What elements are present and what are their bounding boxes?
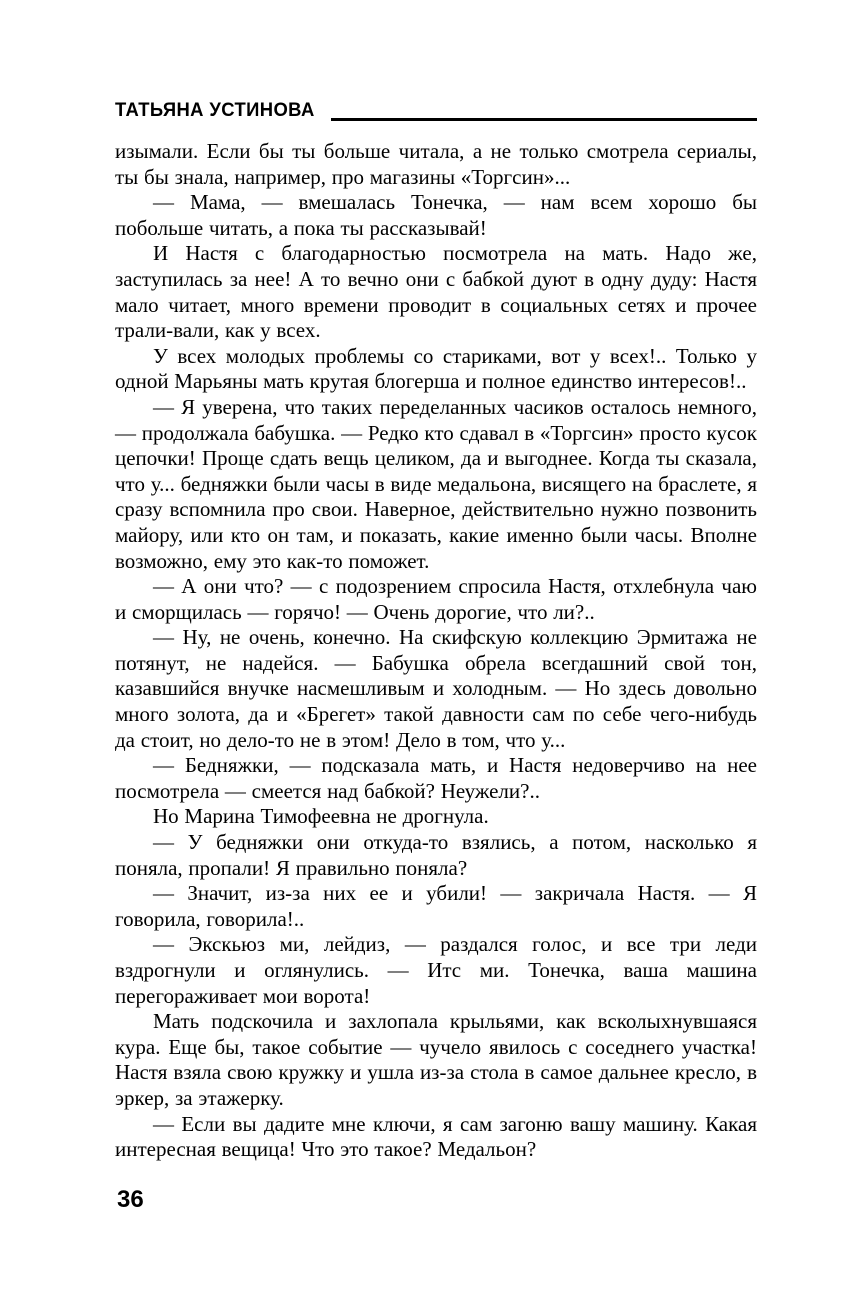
paragraph: И Настя с благодарностью посмотрела на мать. Надо же, заступилась за нее! А то вечно они с бабкой дуют в одну дуду: Настя мало читает, много времени проводит в социальных сетях и прочее трали-вали, как у всех.: [115, 241, 757, 343]
paragraph: — Ну, не очень, конечно. На скифскую коллекцию Эрмитажа не потянут, не надейся. — Бабушка обрела всегдашний свой тон, казавшийся внучке насмешливым и холодным. — Но здесь довольно много золота, да и «Брегет» такой давности сам по себе чего-нибудь да стоит, но дело-то не в этом! Дело в том, что у...: [115, 625, 757, 752]
body-text: [115, 139, 757, 1163]
paragraph: — А они что? — с подозрением спросила Настя, отхлебнула чаю и сморщилась — горячо! — Очень дорогие, что ли?..: [115, 574, 757, 624]
paragraph: — Мама, — вмешалась Тонечка, — нам всем хорошо бы побольше читать, а пока ты рассказывай!: [115, 190, 757, 240]
paragraph: изымали. Если бы ты больше читала, а не только смотрела сериалы, ты бы знала, например, про магазины «Торгсин»...: [115, 139, 757, 189]
paragraph: Но Марина Тимофеевна не дрогнула.: [153, 804, 489, 829]
paragraph: — Значит, из-за них ее и убили! — закричала Настя. — Я говорила, говорила!..: [115, 881, 757, 931]
page-content: [115, 100, 757, 1163]
header-rule: [331, 118, 757, 121]
paragraph: — Я уверена, что таких переделанных часиков осталось немного, — продолжала бабушка. — Редко кто сдавал в «Торгсин» просто кусок цепочки! Проще сдать вещь целиком, да и выгоднее. Когда ты сказала, что у... бедняжки были часы в виде медальона, висящего на браслете, я сразу вспомнила про свои. Наверное, действительно нужно позвонить майору, или кто он там, и показать, какие именно были часы. Вполне возможно, ему это как-то поможет.: [115, 394, 757, 573]
paragraph: Мать подскочила и захлопала крыльями, как всколыхнувшаяся кура. Еще бы, такое событие — чучело явилось с соседнего участка! Настя взяла свою кружку и ушла из-за стола в самое дальнее кресло, в эркер, за этажерку.: [115, 1009, 757, 1110]
paragraph: У всех молодых проблемы со стариками, вот у всех!.. Только у одной Марьяны мать крутая блогерша и полное единство интересов!..: [115, 343, 757, 394]
paragraph: — Экскьюз ми, лейдиз, — раздался голос, и все три леди вздрогнули и оглянулись. — Итс ми. Тонечка, ваша машина перегораживает мои ворота!: [115, 932, 757, 1008]
page-number: 36: [117, 1186, 144, 1213]
page-header: [115, 100, 757, 122]
author-name: ТАТЬЯНА УСТИНОВА: [115, 100, 315, 121]
paragraph: — Если вы дадите мне ключи, я сам загоню вашу машину. Какая интересная вещица! Что это такое? Медальон?: [115, 1111, 757, 1162]
paragraph: — У бедняжки они откуда-то взялись, а потом, насколько я поняла, пропали! Я правильно поняла?: [115, 830, 757, 880]
paragraph: — Бедняжки, — подсказала мать, и Настя недоверчиво на нее посмотрела — смеется над бабкой? Неужели?..: [115, 753, 757, 803]
